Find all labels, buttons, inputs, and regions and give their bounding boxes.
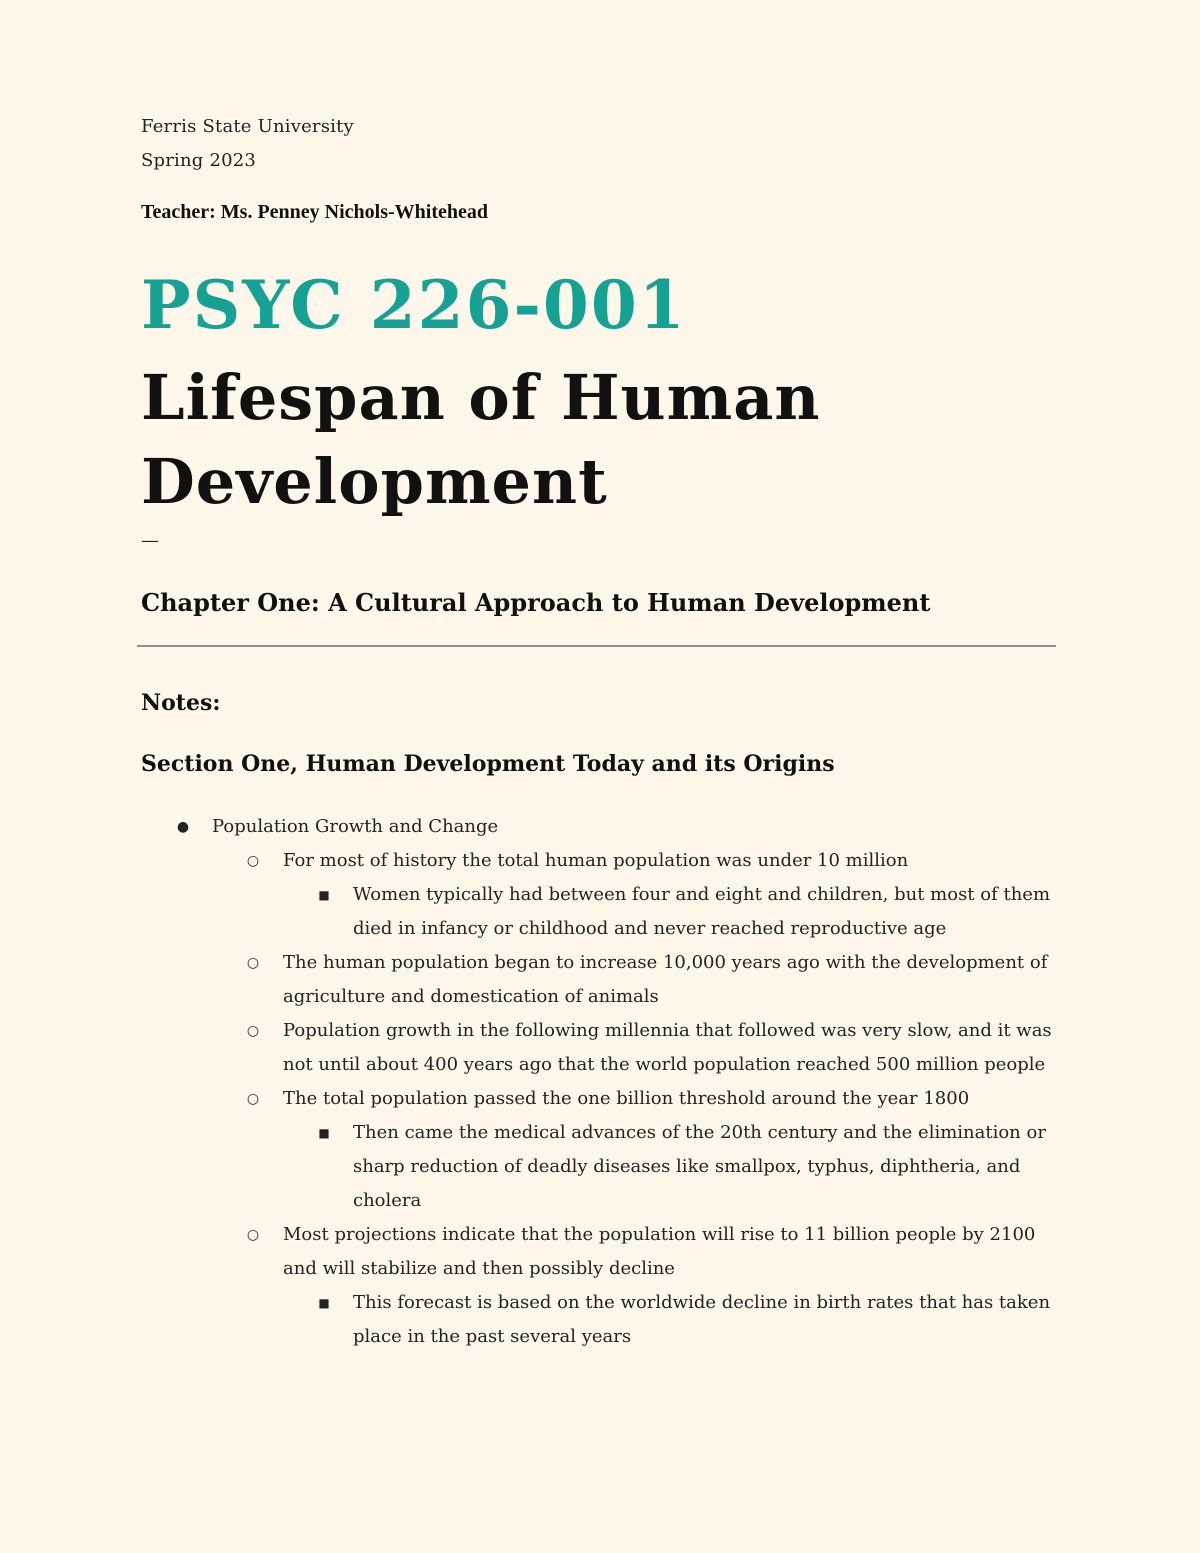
list-item bbox=[0, 1082, 1200, 1116]
list-item bbox=[0, 878, 1200, 946]
list-item bbox=[0, 946, 1200, 1014]
notes-list bbox=[0, 810, 1200, 1354]
list-item-text: The total population passed the one billion threshold around the year 1800 bbox=[283, 1088, 970, 1109]
course-title bbox=[141, 356, 941, 524]
bullet-icon: ■ bbox=[318, 1126, 330, 1140]
bullet-icon: ○ bbox=[246, 1227, 260, 1243]
university-name: Ferris State University bbox=[141, 116, 354, 137]
teacher-name: Teacher: Ms. Penney Nichols-Whitehead bbox=[141, 201, 489, 223]
horizontal-divider bbox=[137, 645, 1056, 647]
course-title-line1: Lifespan of Human bbox=[141, 361, 821, 434]
list-item bbox=[0, 1116, 1200, 1218]
list-item bbox=[0, 1286, 1200, 1354]
list-item-text: This forecast is based on the worldwide decline in birth rates that has taken place in the past several years bbox=[353, 1292, 1051, 1347]
list-item-text: Women typically had between four and eight and children, but most of them died in infancy or childhood and never reached reproductive age bbox=[353, 884, 1051, 939]
term-label: Spring 2023 bbox=[141, 150, 257, 171]
list-item bbox=[0, 1218, 1200, 1286]
course-title-line2: Development bbox=[141, 445, 608, 518]
bullet-icon: ■ bbox=[318, 1296, 330, 1310]
list-item-text: Population Growth and Change bbox=[212, 816, 499, 837]
bullet-icon: ○ bbox=[246, 955, 260, 971]
course-code: PSYC 226-001 bbox=[141, 266, 687, 344]
bullet-icon: ■ bbox=[318, 888, 330, 902]
list-item bbox=[0, 844, 1200, 878]
list-item-text: The human population began to increase 10,000 years ago with the development of agriculture and domestication of animals bbox=[283, 952, 1048, 1007]
bullet-icon: ○ bbox=[246, 1023, 260, 1039]
bullet-icon: ● bbox=[176, 819, 190, 835]
chapter-title: Chapter One: A Cultural Approach to Human Development bbox=[141, 588, 931, 617]
list-item-text: For most of history the total human population was under 10 million bbox=[283, 850, 909, 871]
list-item bbox=[0, 1014, 1200, 1082]
title-dash: — bbox=[141, 530, 159, 551]
bullet-icon: ○ bbox=[246, 1091, 260, 1107]
list-item-text: Most projections indicate that the population will rise to 11 billion people by 2100 and will stabilize and then possibly decline bbox=[283, 1224, 1036, 1279]
list-item-text: Population growth in the following millennia that followed was very slow, and it was not until about 400 years ago that the world population reached 500 million people bbox=[283, 1020, 1052, 1075]
section-title: Section One, Human Development Today and its Origins bbox=[141, 751, 835, 777]
bullet-icon: ○ bbox=[246, 853, 260, 869]
notes-label: Notes: bbox=[141, 690, 221, 716]
list-item-text: Then came the medical advances of the 20th century and the elimination or sharp reduction of deadly diseases like smallpox, typhus, diphtheria, and cholera bbox=[353, 1122, 1046, 1211]
list-item bbox=[0, 810, 1200, 844]
